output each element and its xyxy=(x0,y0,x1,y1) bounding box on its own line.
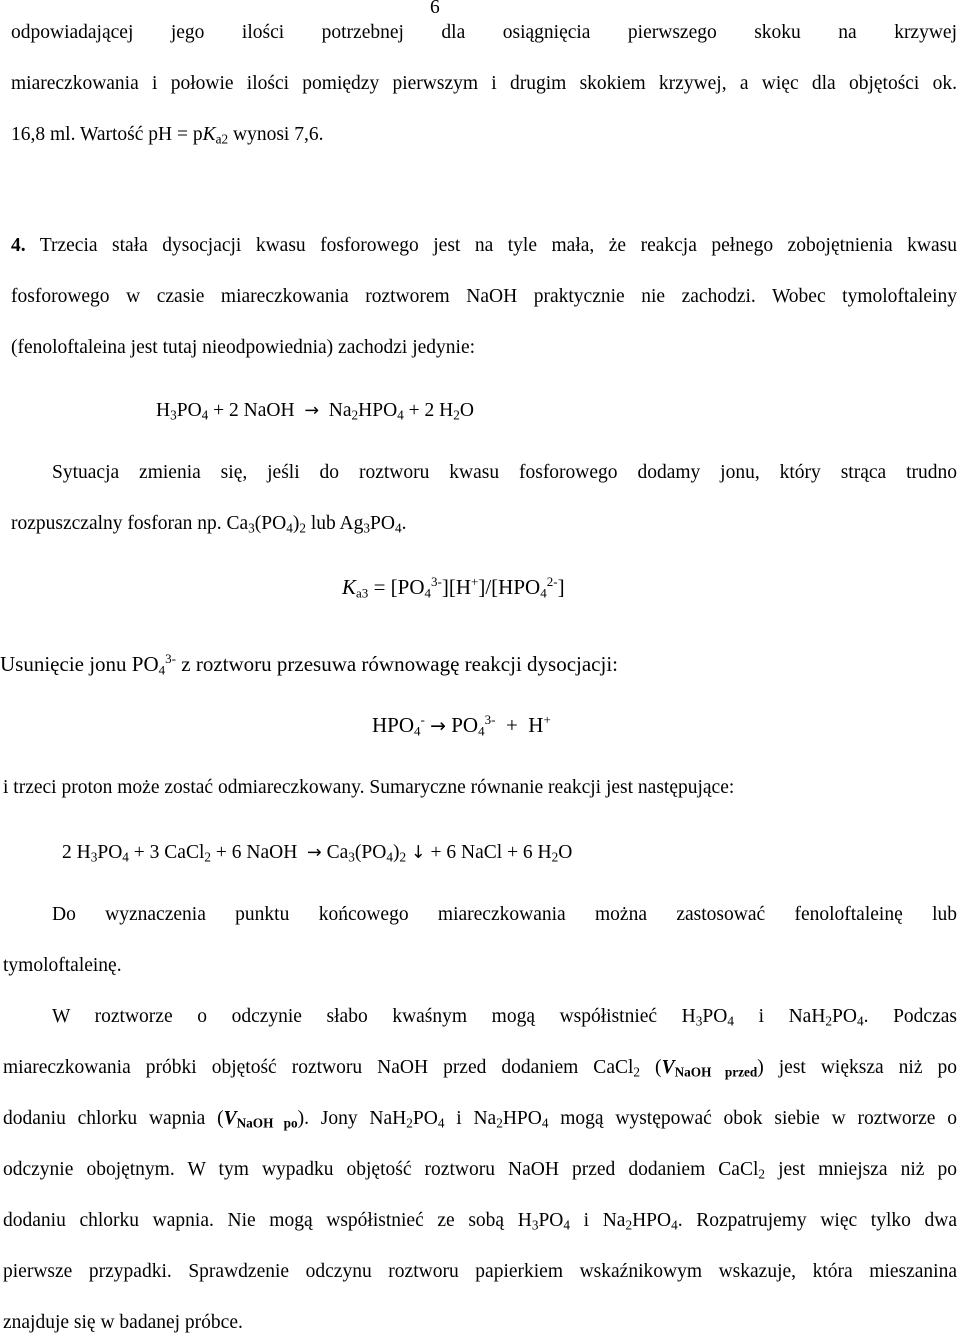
paragraph-5-line-1: Do wyznaczenia punktu końcowego miareczkowania można zastosować fenoloftaleinę lub xyxy=(52,904,957,925)
equation-3: $HPO_4^- \to PO_4^{3-} + H^+$ xyxy=(372,712,551,739)
equation-4: 2 $H_3PO_4 + 3$ CaCl$_2$ + 6 NaOH → $Ca_3(PO_4)_2$ ↓ + 6 NaCl + 6 $H_2O$ xyxy=(62,842,573,865)
arrow-right-icon: → xyxy=(307,843,322,863)
arrow-down-icon: ↓ xyxy=(410,843,426,863)
section-4-line-1: 4. Trzecia stała dysocjacji kwasu fosforowego jest na tyle mała, że reakcja pełnego zobojętnienia kwasu xyxy=(11,235,957,256)
paragraph-6-line-2: miareczkowania próbki objętość roztworu NaOH przed dodaniem CaCl$_2$ $(V_{NaOH przed})$ jest większa niż po xyxy=(3,1057,958,1080)
paragraph-2-line-2: rozpuszczalny fosforan np. $Ca_3(PO_4)_2$ lub $Ag_3PO_4$. xyxy=(11,513,407,536)
section-4-line-3: (fenoloftaleina jest tutaj nieodpowiednia) zachodzi jedynie: xyxy=(11,337,476,358)
paragraph-6-line-1: W roztworze o odczynie słabo kwaśnym mogą współistnieć $H_3PO_4$ i $NaH_2PO_4$. Podczas xyxy=(52,1006,957,1029)
paragraph-3: Usunięcie jonu $PO_4^{3-}$ z roztworu przesuwa równowagę reakcji dysocjacji: xyxy=(0,651,618,678)
paragraph-6-line-4: odczynie obojętnym. W tym wypadku objętość roztworu NaOH przed dodaniem CaCl$_2$ jest mniejsza niż po xyxy=(3,1159,957,1182)
paragraph-1-line-3: 16,8 ml. Wartość pH = $pK_{a2}$ wynosi 7,6. xyxy=(11,124,324,147)
section-number: 4. xyxy=(11,235,26,256)
paragraph-6-line-6: pierwsze przypadki. Sprawdzenie odczynu roztworu papierkiem wskaźnikowym wskazuje, która mieszanina xyxy=(3,1261,957,1282)
paragraph-6-line-5: dodaniu chlorku wapnia. Nie mogą współistnieć ze sobą $H_3PO_4$ i $Na_2HPO_4$. Rozpatrujemy więc tylko dwa xyxy=(3,1210,957,1233)
page-number: 6 xyxy=(430,0,440,18)
arrow-right-icon: → xyxy=(304,401,320,421)
paragraph-6-line-3: dodaniu chlorku wapnia $(V_{NaOH po})$. Jony $NaH_2PO_4$ i $Na_2HPO_4$ mogą występować obok siebie w roztworze o xyxy=(3,1108,958,1131)
paragraph-6-line-7: znajduje się w badanej próbce. xyxy=(3,1312,243,1333)
paragraph-1-line-2: miareczkowania i połowie ilości pomiędzy pierwszym i drugim skokiem krzywej, a więc dla objętości ok. xyxy=(11,73,957,94)
paragraph-1-line-1: odpowiadającej jego ilości potrzebnej dla osiągnięcia pierwszego skoku na krzywej xyxy=(11,22,957,43)
equation-2: $K_{a3} = [PO_4^{3-}][H^+]/[HPO_4^{2-}]$ xyxy=(342,574,565,601)
paragraph-5-line-2: tymoloftaleinę. xyxy=(3,955,122,976)
paragraph-2-line-1: Sytuacja zmienia się, jeśli do roztworu kwasu fosforowego dodamy jonu, który strąca trudno xyxy=(52,462,957,483)
paragraph-4: i trzeci proton może zostać odmiareczkowany. Sumaryczne równanie reakcji jest następujące: xyxy=(3,777,735,798)
arrow-right-icon: → xyxy=(430,715,446,737)
equation-1: $H_3PO_4 + 2$ NaOH → $Na_2HPO_4 + 2$ $H_2O$ xyxy=(156,400,474,423)
section-4-line-2: fosforowego w czasie miareczkowania roztworem NaOH praktycznie nie zachodzi. Wobec tymoloftaleiny xyxy=(11,286,957,307)
